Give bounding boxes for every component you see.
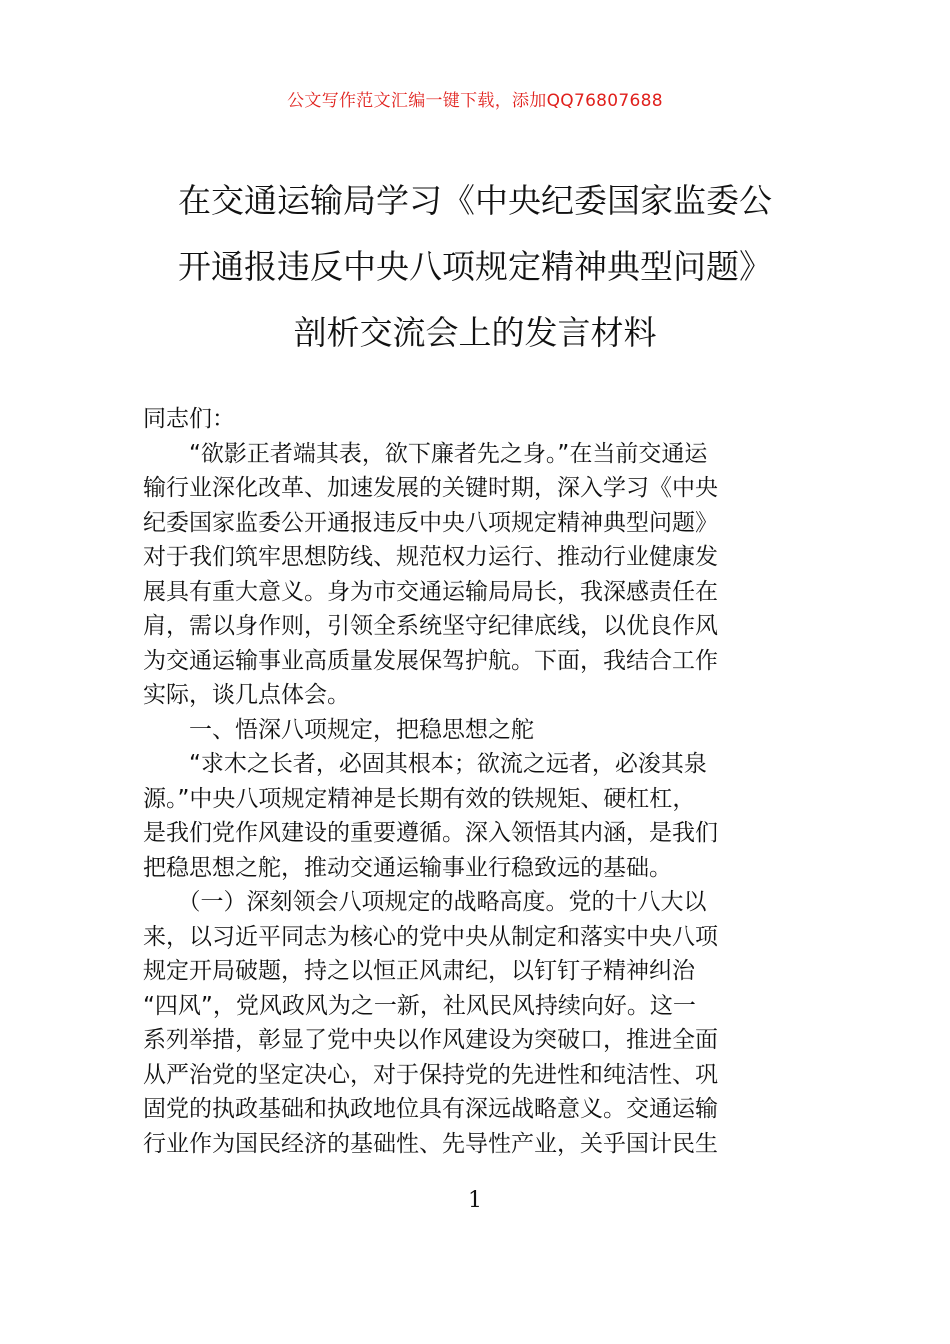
document-body (143, 402, 811, 1161)
body-line: 系列举措，彰显了党中央以作风建设为突破口，推进全面 (143, 1027, 718, 1053)
download-notice: 公文写作范文汇编一键下载，添加QQ76807688 (287, 91, 663, 111)
body-line: 固党的执政基础和执政地位具有深远战略意义。交通运输 (143, 1096, 718, 1122)
body-line: 展具有重大意义。身为市交通运输局局长，我深感责任在 (143, 578, 718, 605)
body-line: “求木之长者，必固其根本；欲流之远者，必浚其泉 (143, 751, 707, 777)
body-line: 肩，需以身作则，引领全系统坚守纪律底线，以优良作风 (143, 613, 718, 639)
body-line: 把稳思想之舵，推动交通运输事业行稳致远的基础。 (143, 854, 672, 881)
body-line: 从严治党的坚定决心，对于保持党的先进性和纯洁性、巩 (143, 1061, 718, 1088)
body-line: 行业作为国民经济的基础性、先导性产业，关乎国计民生 (143, 1130, 718, 1157)
body-line: 来，以习近平同志为核心的党中央从制定和落实中央八项 (143, 923, 718, 950)
page-number: 1 (468, 1188, 482, 1213)
title-line: 在交通运输局学习《中央纪委国家监委公 (178, 181, 772, 220)
body-line: 源。”中央八项规定精神是长期有效的铁规矩、硬杠杠， (143, 785, 696, 812)
body-line: 纪委国家监委公开通报违反中央八项规定精神典型问题》 (143, 509, 718, 536)
body-line: 输行业深化改革、加速发展的关键时期，深入学习《中央 (143, 475, 718, 501)
body-line: 为交通运输事业高质量发展保驾护航。下面，我结合工作 (143, 647, 718, 674)
document-title (140, 168, 810, 366)
body-line: 规定开局破题，持之以恒正风肃纪，以钉钉子精神纠治 (143, 958, 695, 984)
title-line: 开通报违反中央八项规定精神典型问题》 (178, 247, 772, 286)
title-line: 剖析交流会上的发言材料 (293, 313, 657, 352)
body-line: “四风”，党风政风为之一新，社风民风持续向好。这一 (143, 992, 696, 1019)
body-line: 实际，谈几点体会。 (143, 682, 350, 708)
body-line: （一）深刻领会八项规定的战略高度。党的十八大以 (143, 889, 707, 915)
salutation: 同志们： (143, 406, 235, 432)
body-line: 对于我们筑牢思想防线、规范权力运行、推动行业健康发 (143, 544, 718, 570)
body-line: 是我们党作风建设的重要遵循。深入领悟其内涵，是我们 (143, 820, 718, 846)
section-heading: 一、悟深八项规定，把稳思想之舵 (143, 716, 534, 743)
body-line: “欲影正者端其表，欲下廉者先之身。”在当前交通运 (143, 440, 708, 467)
